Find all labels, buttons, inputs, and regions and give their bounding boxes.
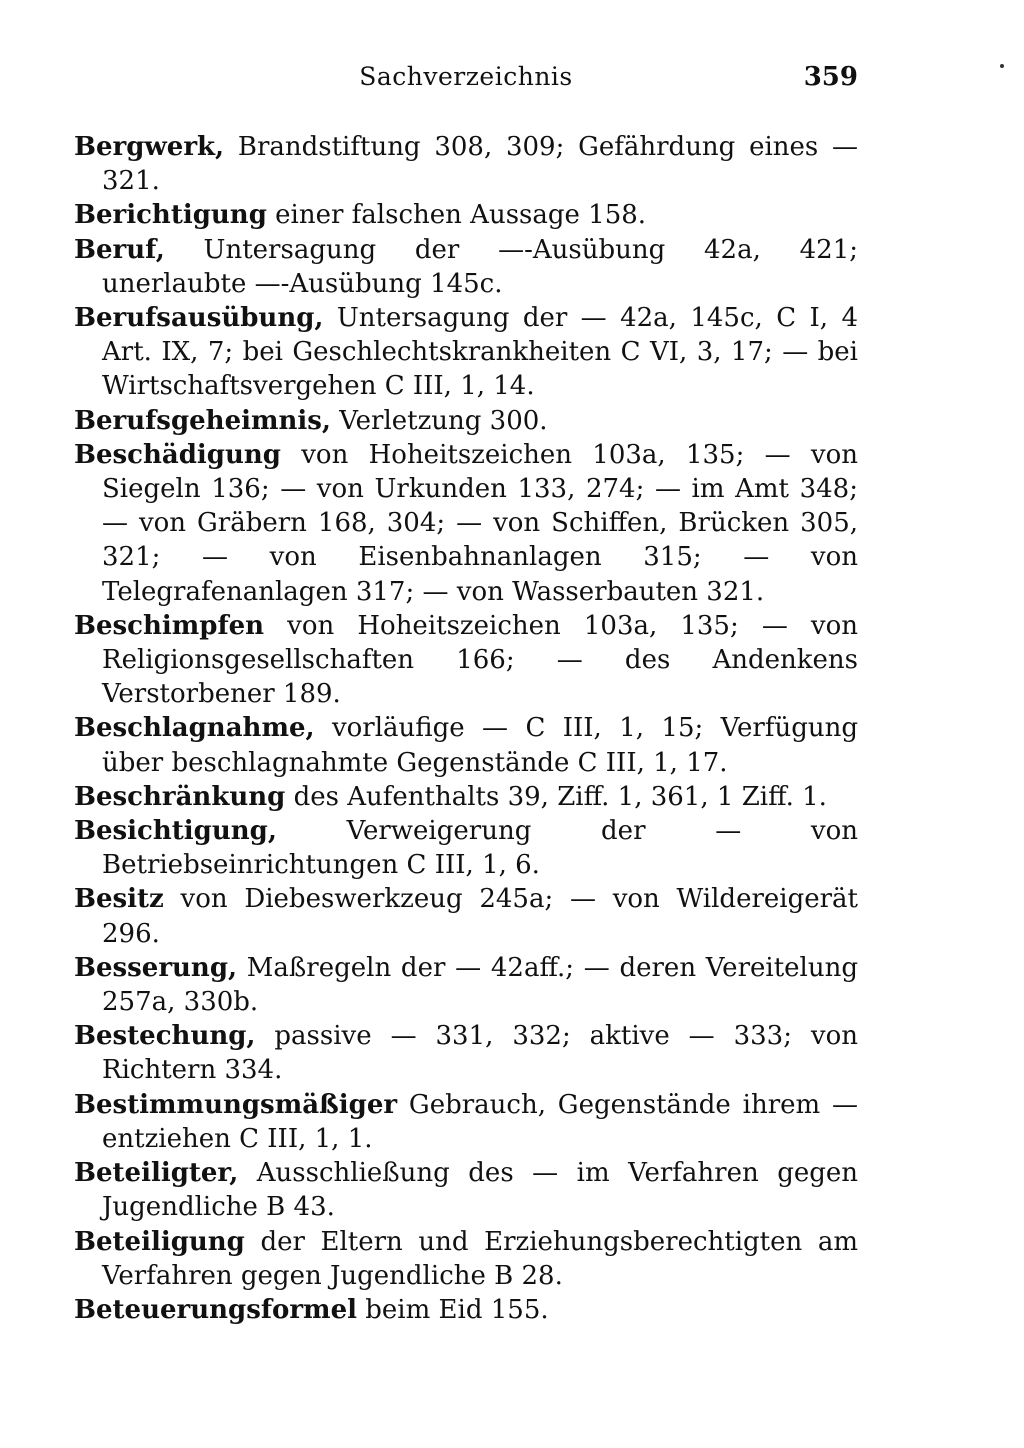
entry-term: Bergwerk, — [74, 132, 225, 162]
index-entry — [74, 301, 858, 404]
entry-term: Beschädigung — [74, 439, 281, 470]
entry-text: Gebrauch, Gegenstände ihrem — entziehen C III, 1, 1. — [102, 1089, 858, 1154]
entry-text: von Diebeswerkzeug 245a; — von Wildereigerät 296. — [102, 884, 858, 949]
entry-text: passive — 331, 332; aktive — 333; von Richtern 334. — [102, 1021, 858, 1086]
entry-text: von Hoheitszeichen 103a, 135; — von Siegeln 136; — von Urkunden 133, 274; — im Amt 348; — von Gräbern 168, 304; — von Schiffen, Brücken 305, 321; — von Eisenbahnanlagen 315; — von Telegrafenanlagen 317; — von Wasserbauten 321. — [102, 439, 858, 607]
entry-text: Verweigerung der — von Betriebseinrichtungen C III, 1, 6. — [102, 816, 858, 881]
entry-term: Bestechung, — [74, 1021, 256, 1052]
entry-text: Brandstiftung 308, 309; Gefährdung eines — 321. — [102, 132, 858, 197]
index-entry — [74, 1156, 858, 1224]
entry-text: der Eltern und Erziehungsberechtigten am Verfahren gegen Jugendliche B 28. — [102, 1226, 858, 1291]
entry-text: Untersagung der —-Ausübung 42a, 421; unerlaubte —-Ausübung 145c. — [102, 234, 858, 299]
entry-term: Beruf, — [74, 234, 165, 265]
entry-text: des Aufenthalts 39, Ziff. 1, 361, 1 Ziff. 1. — [285, 781, 827, 812]
entry-term: Beschimpfen — [74, 610, 265, 641]
entry-term: Bestimmungsmäßiger — [74, 1089, 398, 1120]
entry-text: Maßregeln der — 42aff.; — deren Vereitelung 257a, 330b. — [102, 952, 858, 1018]
page-number: 359 — [803, 62, 858, 92]
page-speck — [1000, 64, 1004, 68]
index-entry — [74, 404, 858, 438]
index-entry — [74, 1225, 858, 1293]
running-head — [74, 62, 858, 102]
entry-term: Berichtigung — [74, 200, 267, 231]
entry-term: Besserung, — [74, 952, 238, 983]
page-title: Sachverzeichnis — [359, 62, 573, 91]
index-entry — [74, 711, 858, 779]
index-entry — [74, 198, 858, 232]
index-entry — [74, 780, 858, 814]
index-entry — [74, 438, 858, 609]
entry-text: Ausschließung des — im Verfahren gegen Jugendliche B 43. — [102, 1158, 858, 1223]
entry-text: beim Eid 155. — [357, 1294, 549, 1325]
index-entry — [74, 1088, 858, 1156]
index-entry — [74, 814, 858, 882]
index-entry — [74, 951, 858, 1019]
index-entry — [74, 233, 858, 301]
entry-term: Beschränkung — [74, 781, 286, 812]
entry-term: Besitz — [74, 884, 164, 915]
entry-text: vorläufige — C III, 1, 15; Verfügung über beschlagnahmte Gegenstände C III, 1, 17. — [102, 713, 858, 778]
index-entries — [74, 130, 858, 1327]
index-entry — [74, 130, 858, 198]
entry-term: Berufsgeheimnis, — [74, 405, 331, 436]
entry-term: Berufsausübung, — [74, 303, 324, 334]
entry-text: einer falschen Aussage 158. — [266, 200, 647, 231]
entry-term: Besichtigung, — [74, 816, 277, 847]
entry-text: Untersagung der — 42a, 145c, C I, 4 Art. IX, 7; bei Geschlechtskrankheiten C VI, 3, 17; — bei Wirtschaftsvergehen C III, 1, 14. — [102, 303, 858, 402]
entry-term: Beschlagnahme, — [74, 713, 315, 744]
index-entry — [74, 609, 858, 712]
entry-text: von Hoheitszeichen 103a, 135; — von Religionsgesellschaften 166; — des Andenkens Verstorbener 189. — [102, 610, 858, 710]
index-entry — [74, 1293, 858, 1327]
entry-term: Beteuerungsformel — [74, 1294, 357, 1325]
entry-term: Beteiligung — [74, 1226, 245, 1257]
index-entry — [74, 882, 858, 950]
entry-term: Beteiligter, — [74, 1158, 239, 1189]
index-entry — [74, 1019, 858, 1087]
entry-text: Verletzung 300. — [330, 405, 548, 436]
